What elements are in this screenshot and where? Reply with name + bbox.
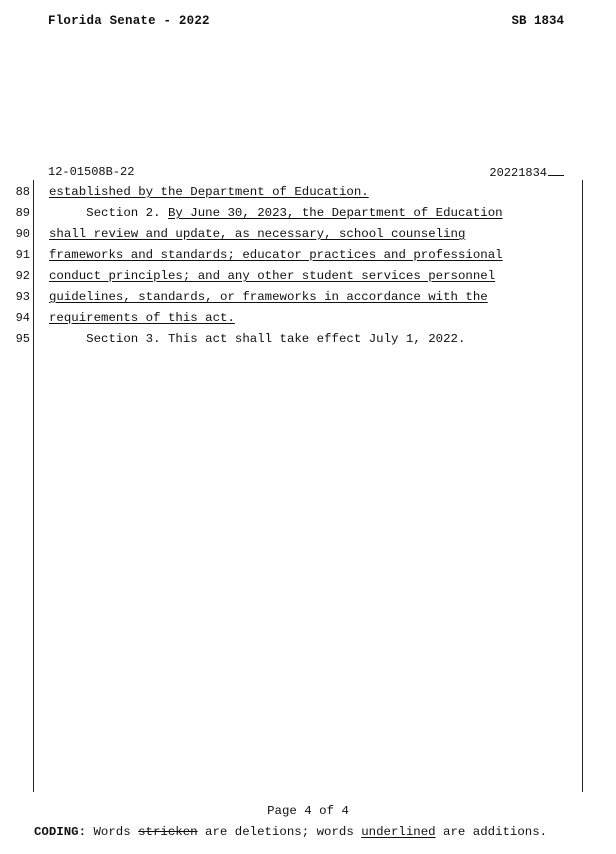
line-text — [49, 203, 503, 223]
line-text — [49, 182, 369, 202]
bill-code-blank — [548, 165, 564, 176]
plain-text: Section 2. — [49, 206, 168, 220]
bill-code-text: 20221834 — [489, 166, 547, 180]
coding-label: CODING: — [34, 825, 87, 839]
plain-text: Section 3. This act shall take effect July 1, 2022. — [49, 332, 466, 346]
bill-text-lines — [0, 182, 616, 350]
underlined-text: frameworks and standards; educator practices and professional — [49, 248, 503, 262]
bill-line — [0, 308, 616, 329]
line-text — [49, 287, 488, 307]
underlined-text: guidelines, standards, or frameworks in accordance with the — [49, 290, 488, 304]
coding-stricken-sample: stricken — [138, 825, 198, 839]
line-number: 92 — [15, 269, 30, 283]
senate-header: Florida Senate - 2022 — [48, 14, 210, 28]
bill-line — [0, 224, 616, 245]
line-text — [49, 308, 235, 328]
bill-line — [0, 203, 616, 224]
coding-legend — [34, 825, 547, 839]
line-number: 88 — [15, 185, 30, 199]
underlined-text: established by the Department of Education. — [49, 185, 369, 199]
bill-number: SB 1834 — [511, 14, 564, 28]
bill-line — [0, 245, 616, 266]
underlined-text: By June 30, 2023, the Department of Education — [167, 206, 503, 220]
coding-text-3: are additions. — [435, 825, 548, 839]
bill-line — [0, 329, 616, 350]
line-text — [49, 266, 495, 286]
coding-underlined-sample: underlined — [361, 825, 436, 839]
line-text — [49, 329, 465, 349]
underlined-text: shall review and update, as necessary, school counseling — [49, 227, 466, 241]
underlined-text: conduct principles; and any other student services personnel — [49, 269, 496, 283]
coding-text-1: Words — [86, 825, 139, 839]
line-number: 89 — [15, 206, 30, 220]
page-indicator: Page 4 of 4 — [267, 804, 349, 818]
line-number: 93 — [15, 290, 30, 304]
bill-line — [0, 182, 616, 203]
underlined-text: requirements of this act. — [49, 311, 235, 325]
coding-text-2: are deletions; words — [197, 825, 362, 839]
bill-line — [0, 287, 616, 308]
document-id: 12-01508B-22 — [48, 165, 135, 179]
bill-line — [0, 266, 616, 287]
line-text — [49, 245, 503, 265]
line-number: 90 — [15, 227, 30, 241]
bill-code — [489, 165, 564, 180]
line-number: 91 — [15, 248, 30, 262]
line-text — [49, 224, 465, 244]
line-number: 94 — [15, 311, 30, 325]
line-number: 95 — [15, 332, 30, 346]
